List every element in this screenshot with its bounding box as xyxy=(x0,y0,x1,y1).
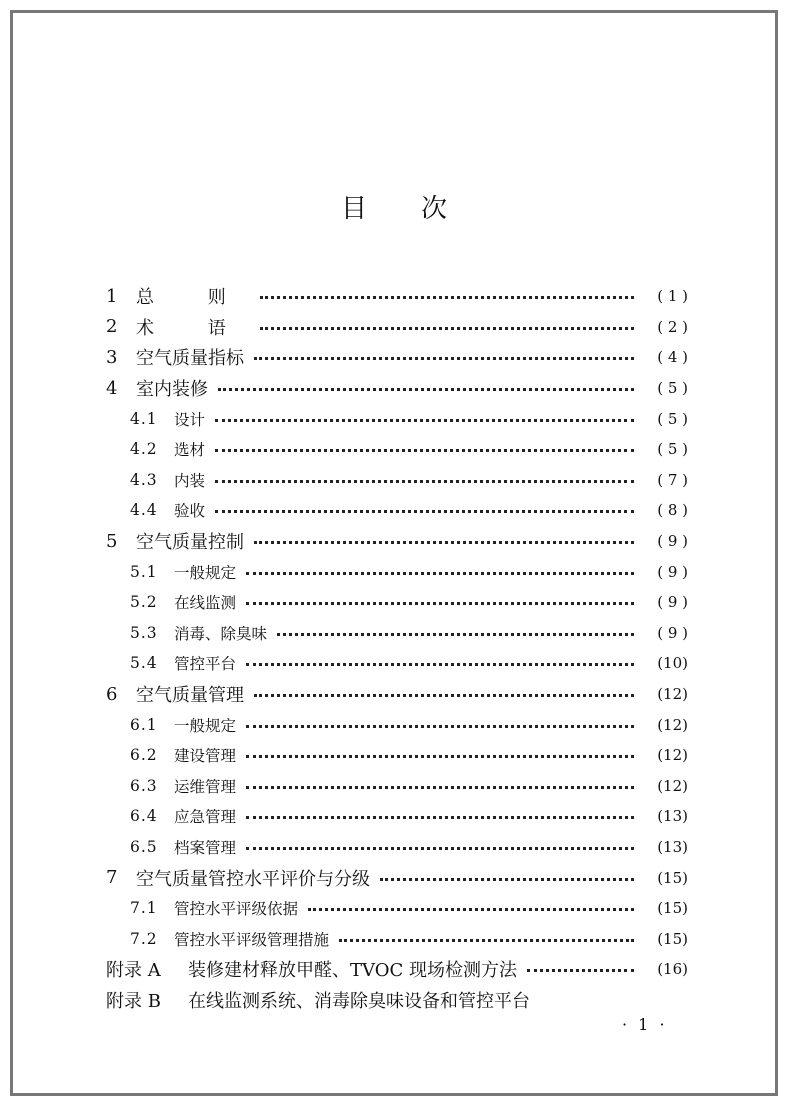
toc-label: 运维管理 xyxy=(174,777,237,796)
toc-page: (12) xyxy=(657,685,688,704)
toc-entry-4[interactable] xyxy=(106,373,688,404)
toc-number: 3 xyxy=(106,346,118,368)
toc-label: 空气质量控制 xyxy=(136,532,244,554)
toc-label: 应急管理 xyxy=(174,808,237,827)
toc-number: 7.2 xyxy=(130,929,158,948)
toc-entry-appendix-b[interactable] xyxy=(106,985,688,1016)
leader-dots xyxy=(527,960,638,978)
toc-number: 5.1 xyxy=(130,562,158,581)
leader-dots xyxy=(254,348,638,366)
toc-entry-6[interactable] xyxy=(106,679,688,710)
toc-entry-3[interactable] xyxy=(106,342,688,373)
toc-page: (15) xyxy=(657,868,688,887)
leader-dots xyxy=(380,869,638,887)
toc-page: ( 5 ) xyxy=(657,409,688,428)
toc-number: 7.1 xyxy=(130,899,158,918)
toc-entry-5[interactable] xyxy=(106,526,688,557)
leader-dots xyxy=(246,654,638,672)
toc-entry-4-2[interactable] xyxy=(106,434,688,465)
leader-dots xyxy=(215,471,638,489)
title-char-right: 次 xyxy=(421,194,450,224)
toc-label: 在线监测系统、消毒除臭味设备和管控平台 xyxy=(188,990,530,1012)
toc-number: 5.3 xyxy=(130,623,158,642)
page-title xyxy=(0,188,790,225)
toc-page: (15) xyxy=(657,899,688,918)
toc-entry-2[interactable] xyxy=(106,312,688,343)
leader-dots xyxy=(218,379,638,397)
leader-dots xyxy=(246,593,638,611)
toc-entry-appendix-a[interactable] xyxy=(106,954,688,985)
toc-label: 室内装修 xyxy=(136,379,208,401)
toc-number: 5.2 xyxy=(130,593,158,612)
toc-number: 6.4 xyxy=(130,807,158,826)
toc-page: ( 5 ) xyxy=(657,379,688,398)
leader-dots xyxy=(246,563,638,581)
toc-number: 6.2 xyxy=(130,746,158,765)
page-number: · 1 · xyxy=(622,1015,668,1034)
toc-page: ( 9 ) xyxy=(657,532,688,551)
toc-number: 附录 B xyxy=(106,990,161,1012)
toc-entry-6-1[interactable] xyxy=(106,709,688,740)
toc-number: 6.5 xyxy=(130,837,158,856)
toc-page: ( 7 ) xyxy=(657,470,688,489)
toc-entry-5-3[interactable] xyxy=(106,618,688,649)
leader-dots xyxy=(246,838,638,856)
toc-page: ( 2 ) xyxy=(657,317,688,336)
toc-label: 档案管理 xyxy=(174,838,237,857)
leader-dots xyxy=(246,716,638,734)
toc-number: 4.4 xyxy=(130,501,158,520)
title-char-left: 目 xyxy=(340,194,369,224)
table-of-contents xyxy=(106,281,688,1015)
leader-dots xyxy=(215,501,638,519)
toc-page: (10) xyxy=(657,654,688,673)
toc-label: 管控水平评级管理措施 xyxy=(174,930,330,949)
toc-label: 管控水平评级依据 xyxy=(174,900,299,919)
toc-page: (16) xyxy=(657,960,688,979)
toc-entry-6-3[interactable] xyxy=(106,771,688,802)
toc-number: 1 xyxy=(106,285,118,307)
toc-number: 4 xyxy=(106,377,118,399)
toc-label: 消毒、除臭味 xyxy=(174,624,268,643)
toc-page: (13) xyxy=(657,837,688,856)
toc-label: 验收 xyxy=(174,502,206,521)
toc-entry-6-4[interactable] xyxy=(106,801,688,832)
leader-dots xyxy=(246,807,638,825)
toc-label: 建设管理 xyxy=(174,747,237,766)
toc-label: 装修建材释放甲醛、TVOC 现场检测方法 xyxy=(188,960,517,982)
toc-page: (13) xyxy=(657,807,688,826)
toc-page: ( 5 ) xyxy=(657,440,688,459)
toc-entry-6-5[interactable] xyxy=(106,832,688,863)
toc-label: 空气质量指标 xyxy=(136,348,244,370)
leader-dots xyxy=(215,440,638,458)
toc-label: 内装 xyxy=(174,471,206,490)
toc-entry-7[interactable] xyxy=(106,862,688,893)
toc-entry-5-4[interactable] xyxy=(106,648,688,679)
toc-page: ( 4 ) xyxy=(657,348,688,367)
toc-label: 一般规定 xyxy=(174,563,237,582)
toc-entry-5-1[interactable] xyxy=(106,556,688,587)
toc-number: 6.3 xyxy=(130,776,158,795)
toc-entry-7-1[interactable] xyxy=(106,893,688,924)
toc-entry-4-3[interactable] xyxy=(106,465,688,496)
toc-page: ( 9 ) xyxy=(657,623,688,642)
toc-entry-4-1[interactable] xyxy=(106,403,688,434)
leader-dots xyxy=(254,532,638,550)
toc-page: ( 9 ) xyxy=(657,562,688,581)
toc-label: 一般规定 xyxy=(174,716,237,735)
toc-page: (15) xyxy=(657,929,688,948)
toc-label: 空气质量管控水平评价与分级 xyxy=(136,868,370,890)
toc-page: (12) xyxy=(657,776,688,795)
toc-entry-5-2[interactable] xyxy=(106,587,688,618)
toc-number: 4.1 xyxy=(130,409,158,428)
toc-number: 6 xyxy=(106,683,118,705)
leader-dots xyxy=(215,410,638,428)
leader-dots xyxy=(246,777,638,795)
toc-label: 空气质量管理 xyxy=(136,685,244,707)
toc-label: 选材 xyxy=(174,441,206,460)
leader-dots xyxy=(260,287,638,305)
toc-page: ( 8 ) xyxy=(657,501,688,520)
toc-page: ( 1 ) xyxy=(657,287,688,306)
toc-page: (12) xyxy=(657,746,688,765)
leader-dots xyxy=(339,930,638,948)
toc-label: 管控平台 xyxy=(174,655,237,674)
toc-entry-7-2[interactable] xyxy=(106,923,688,954)
toc-number: 5.4 xyxy=(130,654,158,673)
toc-page: ( 9 ) xyxy=(657,593,688,612)
leader-dots xyxy=(254,685,638,703)
toc-label: 总 则 xyxy=(136,287,250,309)
leader-dots xyxy=(308,899,638,917)
toc-number: 2 xyxy=(106,316,118,338)
toc-number: 4.3 xyxy=(130,470,158,489)
toc-number: 4.2 xyxy=(130,440,158,459)
toc-number: 6.1 xyxy=(130,715,158,734)
toc-label: 在线监测 xyxy=(174,594,237,613)
leader-dots xyxy=(246,746,638,764)
toc-number: 7 xyxy=(106,867,118,889)
toc-label: 设计 xyxy=(174,410,206,429)
toc-entry-6-2[interactable] xyxy=(106,740,688,771)
toc-label: 术 语 xyxy=(136,317,250,339)
toc-number: 5 xyxy=(106,530,118,552)
leader-dots xyxy=(277,624,638,642)
toc-entry-1[interactable] xyxy=(106,281,688,312)
leader-dots xyxy=(260,318,638,336)
toc-page: (12) xyxy=(657,715,688,734)
toc-number: 附录 A xyxy=(106,960,161,982)
toc-entry-4-4[interactable] xyxy=(106,495,688,526)
